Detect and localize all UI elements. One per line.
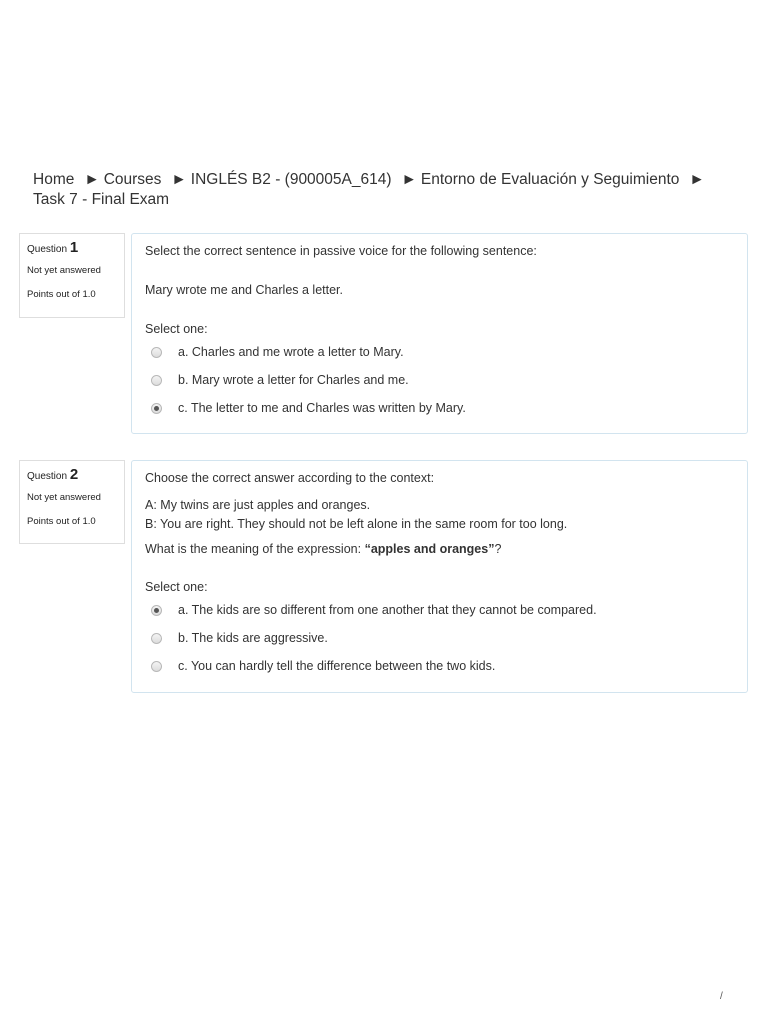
answer-label[interactable]: c. You can hardly tell the difference between the two kids. <box>178 659 496 673</box>
breadcrumb-courses[interactable]: Courses <box>103 171 162 188</box>
question-instruction: Choose the correct answer according to the context: <box>145 471 435 485</box>
question-sentence: Mary wrote me and Charles a letter. <box>145 283 343 297</box>
question-instruction: Select the correct sentence in passive voice for the following sentence: <box>145 244 537 258</box>
radio-button[interactable] <box>151 375 162 386</box>
answer-label[interactable]: a. Charles and me wrote a letter to Mary. <box>178 345 404 359</box>
question-1-info <box>19 233 125 318</box>
answer-option-a[interactable] <box>145 338 734 366</box>
answer-option-b[interactable] <box>145 624 734 652</box>
question-number <box>27 467 124 485</box>
answer-list <box>145 338 734 422</box>
answer-label[interactable]: b. The kids are aggressive. <box>178 631 328 645</box>
question-grade: Points out of 1.0 <box>27 516 96 527</box>
breadcrumb-separator: ► <box>171 171 187 188</box>
question-1-content <box>131 233 748 434</box>
question-number <box>27 240 124 258</box>
meaning-suffix: ? <box>494 542 502 556</box>
breadcrumb <box>33 170 748 210</box>
question-2-content <box>131 460 748 693</box>
dialogue-line-b: B: You are right. They should not be left alone in the same room for too long. <box>145 517 568 531</box>
answer-label[interactable]: a. The kids are so different from one another that they cannot be compared. <box>178 603 597 617</box>
page-number: / <box>720 991 723 1002</box>
question-number-value: 2 <box>69 466 79 483</box>
answer-label[interactable]: c. The letter to me and Charles was written by Mary. <box>178 401 466 415</box>
select-one-prompt: Select one: <box>145 322 208 336</box>
breadcrumb-course[interactable]: INGLÉS B2 - (900005A_614) <box>190 171 392 188</box>
question-label: Question <box>27 244 68 255</box>
dialogue-line-a: A: My twins are just apples and oranges. <box>145 498 371 512</box>
question-2-info <box>19 460 125 544</box>
question-text <box>145 470 734 559</box>
meaning-expression: “apples and oranges” <box>364 542 495 556</box>
question-state: Not yet answered <box>27 265 101 276</box>
radio-button-selected[interactable] <box>151 605 162 616</box>
radio-button[interactable] <box>151 661 162 672</box>
answer-option-b[interactable] <box>145 366 734 394</box>
select-one-prompt: Select one: <box>145 580 208 594</box>
answer-label[interactable]: b. Mary wrote a letter for Charles and me. <box>178 373 409 387</box>
breadcrumb-separator: ► <box>84 171 100 188</box>
question-label: Question <box>27 471 68 482</box>
answer-option-a[interactable] <box>145 596 734 624</box>
breadcrumb-separator: ► <box>689 171 705 188</box>
question-number-value: 1 <box>69 239 79 256</box>
breadcrumb-home[interactable]: Home <box>33 171 75 188</box>
breadcrumb-current[interactable]: Task 7 - Final Exam <box>33 191 170 208</box>
question-text <box>145 243 734 299</box>
radio-button[interactable] <box>151 633 162 644</box>
meaning-question <box>145 540 734 559</box>
answer-option-c[interactable] <box>145 394 734 422</box>
answer-list <box>145 596 734 680</box>
breadcrumb-separator: ► <box>401 171 417 188</box>
radio-button[interactable] <box>151 347 162 358</box>
question-grade: Points out of 1.0 <box>27 289 96 300</box>
answer-option-c[interactable] <box>145 652 734 680</box>
breadcrumb-section[interactable]: Entorno de Evaluación y Seguimiento <box>420 171 680 188</box>
radio-button-selected[interactable] <box>151 403 162 414</box>
meaning-prefix: What is the meaning of the expression: <box>145 542 365 556</box>
question-state: Not yet answered <box>27 492 101 503</box>
